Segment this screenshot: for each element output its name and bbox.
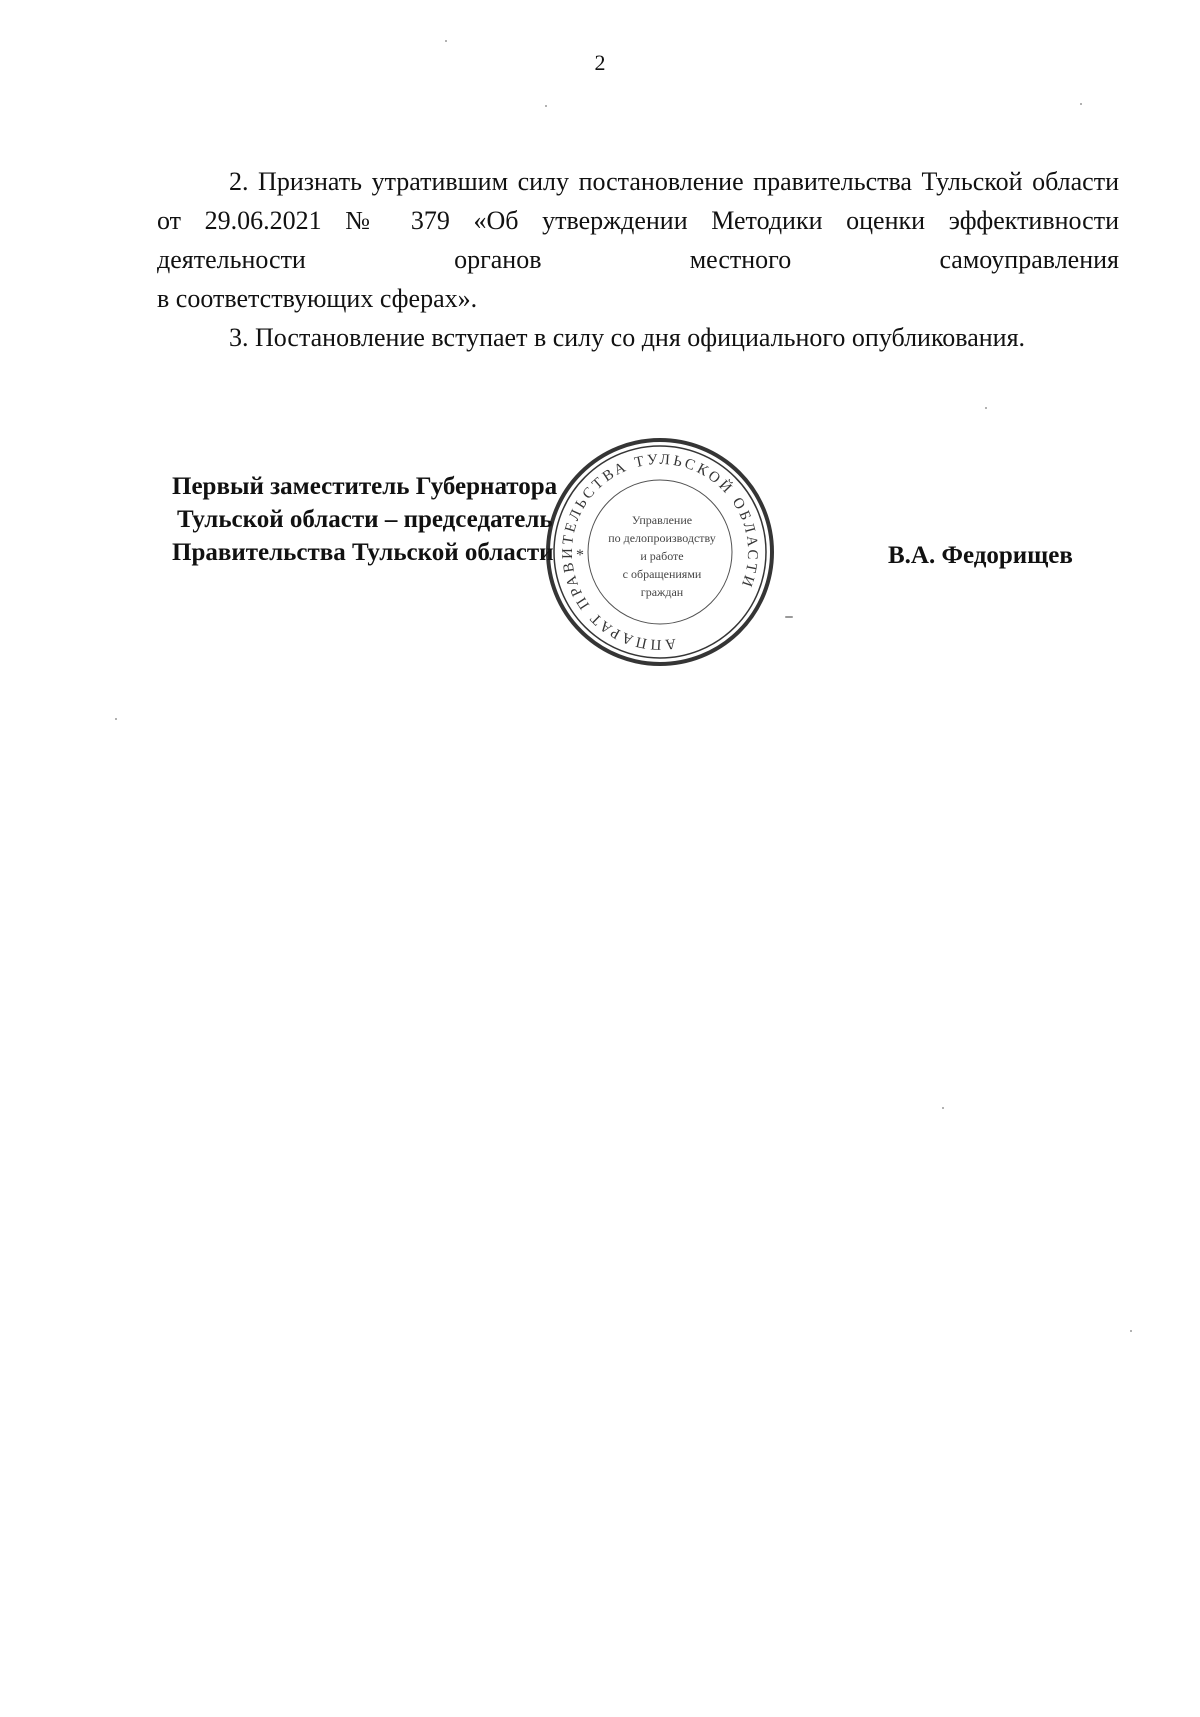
- stamp-star: *: [576, 547, 584, 564]
- stamp-center-line-2: по делопроизводству: [608, 531, 716, 545]
- stamp-ring-text: АППАРАТ ПРАВИТЕЛЬСТВА ТУЛЬСКОЙ ОБЛАСТИ: [559, 451, 761, 653]
- scan-speck: [115, 718, 117, 720]
- page-number: 2: [594, 50, 606, 75]
- stamp-center-line-4: с обращениями: [622, 567, 702, 581]
- stamp-center-line-1: Управление: [631, 513, 693, 527]
- official-stamp-seal: [540, 432, 780, 672]
- scan-speck: [1130, 1330, 1132, 1332]
- stamp-center-line-5: граждан: [640, 585, 684, 599]
- signatory-position-line-2: Тульской области – председатель: [177, 506, 553, 533]
- scan-speck: [985, 407, 987, 409]
- scan-speck: [942, 1107, 944, 1109]
- signatory-position-line-3: Правительства Тульской области: [172, 539, 554, 566]
- signatory-name: В.А. Федорищев: [888, 542, 1073, 569]
- signatory-position-line-1: Первый заместитель Губернатора: [172, 473, 558, 500]
- paragraph-2: 2. Признать утратившим силу постановление правительства Тульской области от 29.06.2021 № 379 «Об утверждении Методики оценки эффективности деятельности органов местного самоуправления: [157, 167, 1119, 274]
- stamp-center-line-3: и работе: [640, 549, 684, 563]
- document-body: [157, 162, 1119, 357]
- scan-speck: [785, 616, 793, 618]
- paragraph-2-continuation: в соответствующих сферах».: [157, 284, 478, 313]
- scan-speck: [1080, 103, 1082, 105]
- scan-speck: [445, 40, 447, 42]
- scan-speck: [545, 105, 547, 107]
- paragraph-3: 3. Постановление вступает в силу со дня официального опубликования.: [229, 323, 1026, 352]
